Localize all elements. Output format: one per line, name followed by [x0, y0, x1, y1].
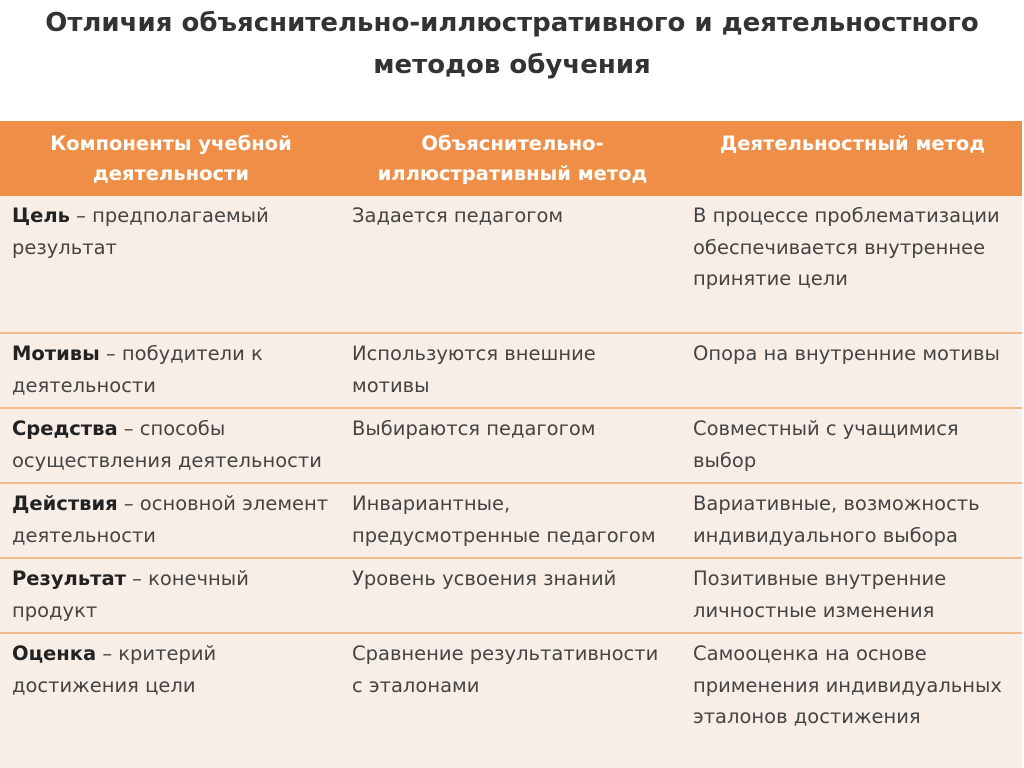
row-evaluation-explanatory: Сравнение результативности с эталонами — [352, 642, 659, 697]
component-definition: – конечный продукт — [12, 567, 249, 622]
row-goal-component — [0, 196, 342, 334]
row-goal-activity: В процессе проблематизации обеспечивается внутреннее принятие цели — [683, 196, 1022, 334]
title-line-1: Отличия объяснительно-иллюстративного и деятельностного — [45, 8, 979, 38]
row-goal-explanatory: Задается педагогом — [342, 196, 683, 334]
title-line-2: методов обучения — [373, 50, 651, 80]
component-term: Результат — [12, 567, 126, 590]
comparison-table — [0, 121, 1022, 768]
header-components-line-2: деятельности — [92, 162, 250, 185]
component-definition: – побудители к деятельности — [12, 342, 263, 397]
row-motives-component — [0, 334, 342, 409]
row-means-component — [0, 409, 342, 484]
component-definition: – критерий достижения цели — [12, 642, 217, 697]
row-means-activity: Совместный с учащимися выбор — [683, 409, 1022, 484]
row-motives-activity: Опора на внутренние мотивы — [683, 334, 1022, 409]
component-term: Цель — [12, 204, 70, 227]
row-motives-explanatory: Используются внешние мотивы — [342, 334, 683, 409]
component-term: Мотивы — [12, 342, 100, 365]
row-means-explanatory: Выбираются педагогом — [342, 409, 683, 484]
header-explanatory-method — [342, 121, 683, 196]
component-term: Средства — [12, 417, 118, 440]
header-components-line-1: Компоненты учебной — [50, 132, 292, 155]
component-definition: – способы осуществления деятельности — [12, 417, 322, 472]
header-explanatory-line-2: иллюстративный метод — [377, 162, 648, 185]
component-definition: – предполагаемый результат — [12, 204, 269, 259]
header-activity-method — [683, 121, 1022, 196]
component-definition: – основной элемент деятельности — [12, 492, 329, 547]
row-result-activity: Позитивные внутренние личностные изменения — [683, 559, 1022, 634]
row-actions-explanatory: Инвариантные, предусмотренные педагогом — [342, 484, 683, 559]
component-term: Действия — [12, 492, 118, 515]
header-components — [0, 121, 342, 196]
header-explanatory-line-1: Объяснительно- — [421, 132, 604, 155]
row-evaluation-component — [0, 634, 342, 768]
row-actions-component — [0, 484, 342, 559]
row-evaluation-activity: Самооценка на основе применения индивидуальных эталонов достижения — [693, 642, 1002, 728]
header-activity-line-1: Деятельностный метод — [719, 132, 986, 155]
row-result-component — [0, 559, 342, 634]
row-actions-activity: Вариативные, возможность индивидуального выбора — [683, 484, 1022, 559]
page-title — [0, 2, 1024, 86]
component-term: Оценка — [12, 642, 97, 665]
row-result-explanatory: Уровень усвоения знаний — [342, 559, 683, 634]
